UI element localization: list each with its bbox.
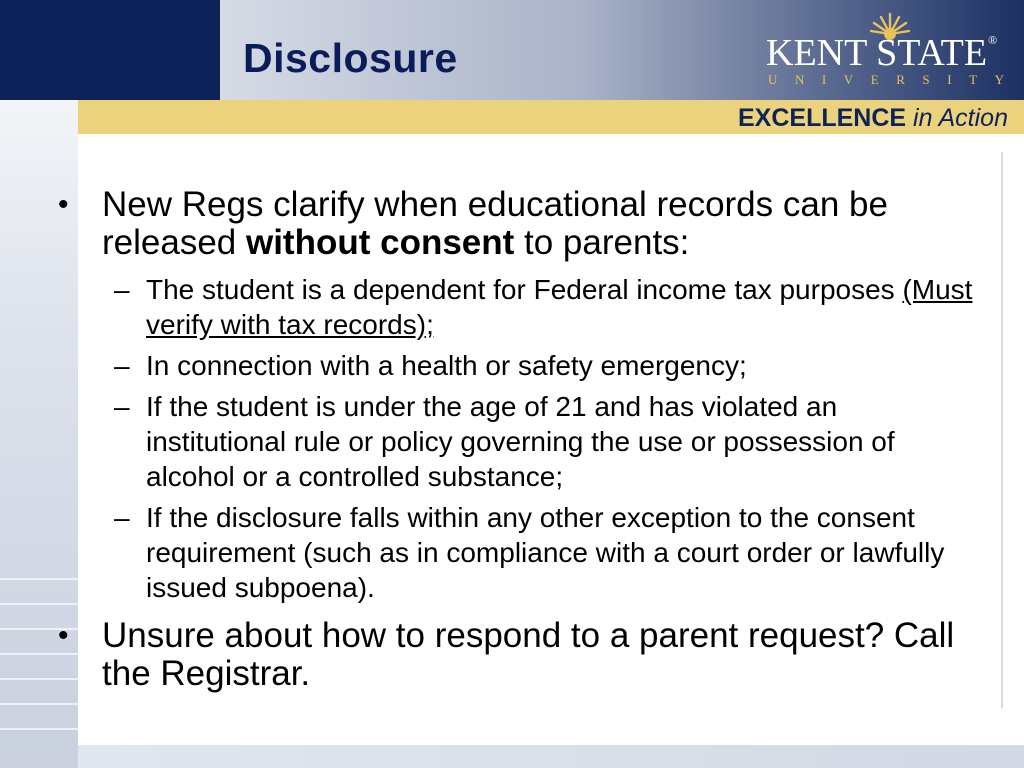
logo-wordmark: KENT STATE®: [766, 32, 998, 74]
kent-state-logo: [760, 12, 1015, 90]
bullet-marker: •: [58, 619, 69, 652]
bullet-item: [58, 617, 978, 693]
bullet-marker: •: [58, 188, 69, 221]
sub-bullet-item: [114, 272, 978, 342]
sub-bullet-item: [114, 348, 978, 383]
logo-letter: I: [947, 72, 952, 87]
slide-body: [58, 186, 978, 703]
tagline: EXCELLENCE in Action: [737, 104, 1008, 132]
logo-letter: V: [843, 72, 854, 87]
sub-bullet-text: If the student is under the age of 21 and has violated an institutional rule or policy governing the use or possession of alcohol or a controlled substance;: [146, 391, 895, 492]
sub-bullet-item: [114, 500, 978, 605]
dash-marker: –: [114, 274, 130, 305]
sub-bullet-text: The student is a dependent for Federal income tax purposes (Must verify with tax records);: [146, 274, 973, 340]
logo-university: [768, 72, 1004, 88]
bottom-band: [78, 745, 1024, 768]
logo-letter: I: [821, 72, 827, 87]
logo-letter: Y: [994, 72, 1004, 87]
dash-marker: –: [114, 350, 130, 381]
logo-letter: T: [969, 72, 978, 87]
tax-records-note: (Must verify with tax records);: [146, 274, 973, 340]
bullet-text: Unsure about how to respond to a parent request? Call the Registrar.: [102, 616, 955, 693]
bullet-item: [58, 186, 978, 262]
dash-marker: –: [114, 502, 130, 533]
bullet-text: New Regs clarify when educational records can be released without consent to parents:: [102, 185, 888, 262]
sub-bullet-item: [114, 389, 978, 494]
logo-letter: N: [794, 72, 805, 87]
sub-bullet-text: If the disclosure falls within any other exception to the consent requirement (such as in compliance with a court order or lawfully issued subpoena).: [146, 502, 945, 603]
logo-letter: U: [768, 72, 778, 87]
sub-bullet-text: In connection with a health or safety emergency;: [146, 350, 747, 381]
dash-marker: –: [114, 391, 130, 422]
header-dark-block: [0, 0, 220, 100]
logo-letter: R: [896, 72, 905, 87]
logo-letter: S: [922, 72, 930, 87]
right-divider: [1001, 152, 1003, 708]
logo-letter: E: [870, 72, 879, 87]
slide-title: Disclosure: [243, 35, 458, 81]
